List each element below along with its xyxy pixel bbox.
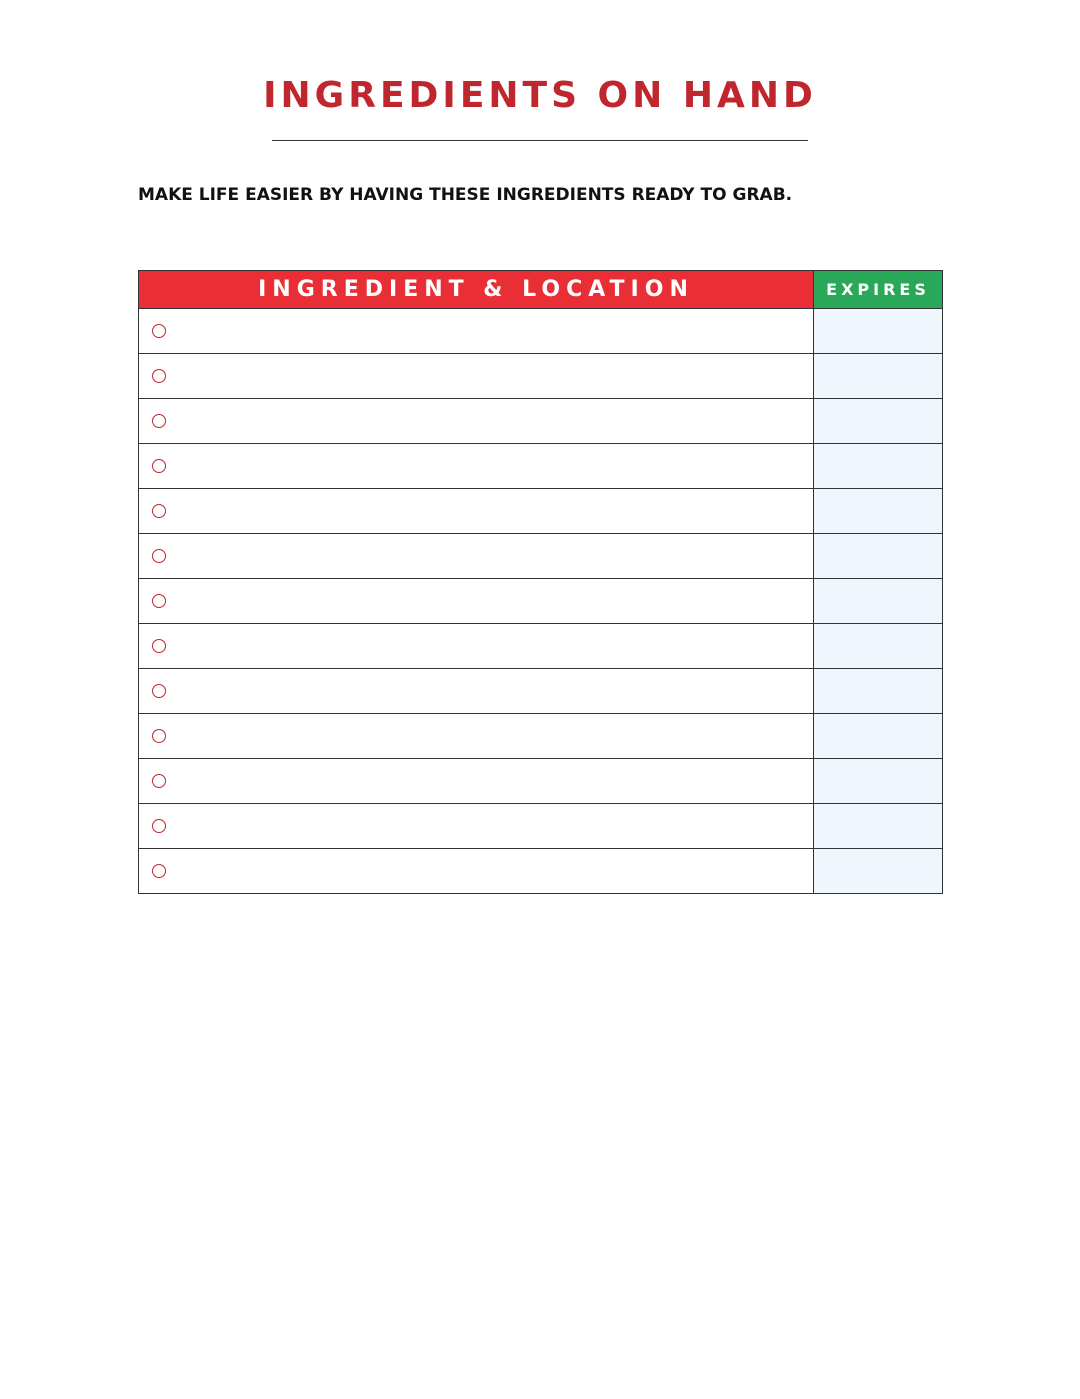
table-row [139, 624, 943, 669]
table-row [139, 849, 943, 894]
circle-outline-icon[interactable] [152, 459, 166, 473]
expires-cell[interactable] [814, 489, 943, 534]
ingredient-location-cell[interactable] [139, 759, 814, 804]
expires-cell[interactable] [814, 444, 943, 489]
table-row [139, 489, 943, 534]
title-divider [272, 140, 808, 141]
circle-outline-icon[interactable] [152, 594, 166, 608]
ingredient-location-cell[interactable] [139, 354, 814, 399]
table-row [139, 579, 943, 624]
circle-outline-icon[interactable] [152, 684, 166, 698]
page-title: INGREDIENTS ON HAND [263, 75, 817, 116]
ingredient-location-cell[interactable] [139, 534, 814, 579]
column-header-ingredient-location: INGREDIENT & LOCATION [139, 271, 814, 309]
circle-outline-icon[interactable] [152, 324, 166, 338]
table-row [139, 309, 943, 354]
table-row [139, 804, 943, 849]
circle-outline-icon[interactable] [152, 729, 166, 743]
circle-outline-icon[interactable] [152, 639, 166, 653]
table-header-row [139, 271, 943, 309]
expires-cell[interactable] [814, 849, 943, 894]
table-row [139, 714, 943, 759]
expires-cell[interactable] [814, 624, 943, 669]
expires-cell[interactable] [814, 804, 943, 849]
ingredient-location-cell[interactable] [139, 624, 814, 669]
ingredient-location-cell[interactable] [139, 714, 814, 759]
expires-cell[interactable] [814, 354, 943, 399]
table-row [139, 399, 943, 444]
circle-outline-icon[interactable] [152, 774, 166, 788]
circle-outline-icon[interactable] [152, 819, 166, 833]
ingredient-location-cell[interactable] [139, 309, 814, 354]
table-row [139, 354, 943, 399]
ingredient-location-cell[interactable] [139, 669, 814, 714]
circle-outline-icon[interactable] [152, 504, 166, 518]
ingredient-location-cell[interactable] [139, 444, 814, 489]
ingredients-table [138, 270, 943, 894]
expires-cell[interactable] [814, 714, 943, 759]
circle-outline-icon[interactable] [152, 549, 166, 563]
ingredient-location-cell[interactable] [139, 489, 814, 534]
circle-outline-icon[interactable] [152, 414, 166, 428]
expires-cell[interactable] [814, 534, 943, 579]
table-body [139, 309, 943, 894]
table-row [139, 669, 943, 714]
table-row [139, 759, 943, 804]
ingredient-location-cell[interactable] [139, 849, 814, 894]
ingredient-location-cell[interactable] [139, 579, 814, 624]
page-subtitle: MAKE LIFE EASIER BY HAVING THESE INGREDIENTS READY TO GRAB. [138, 185, 793, 205]
expires-cell[interactable] [814, 309, 943, 354]
ingredient-location-cell[interactable] [139, 804, 814, 849]
expires-cell[interactable] [814, 399, 943, 444]
expires-cell[interactable] [814, 759, 943, 804]
column-header-expires: EXPIRES [814, 271, 943, 309]
table-row [139, 534, 943, 579]
table-row [139, 444, 943, 489]
expires-cell[interactable] [814, 579, 943, 624]
ingredient-location-cell[interactable] [139, 399, 814, 444]
circle-outline-icon[interactable] [152, 864, 166, 878]
circle-outline-icon[interactable] [152, 369, 166, 383]
expires-cell[interactable] [814, 669, 943, 714]
